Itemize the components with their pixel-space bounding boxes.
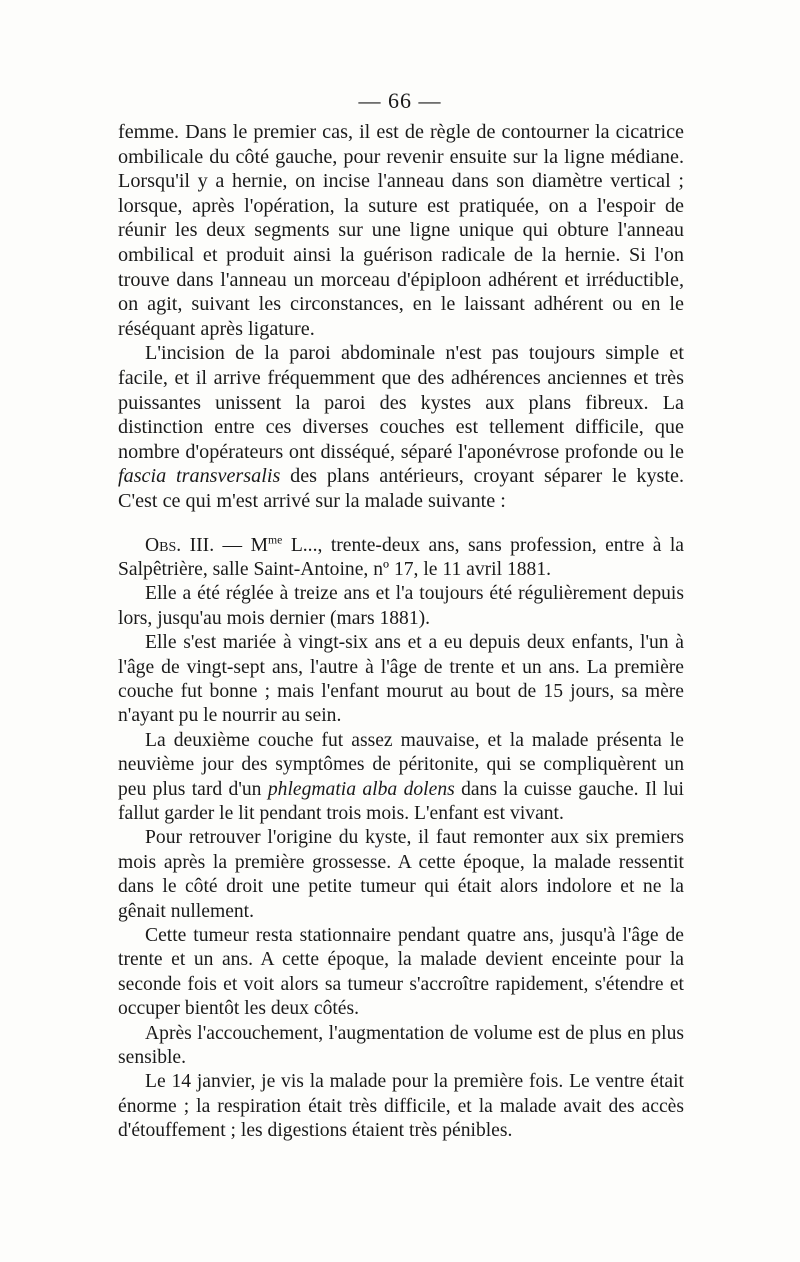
observation-paragraph: Elle a été réglée à treize ans et l'a toujours été régulièrement depuis lors, jusqu'au mois dernier (mars 1881).	[118, 583, 684, 629]
paragraph-surgery-technique: femme. Dans le premier cas, il est de règle de contourner la cicatrice ombilicale du côté gauche, pour revenir ensuite sur la ligne médiane. Lorsqu'il y a hernie, on incise l'anneau dans son diamètre vertical ; lorsque, après l'opération, la suture est pratiquée, on a l'espoir de réunir les deux segments sur une ligne unique qui obture l'anneau ombilical et produit ainsi la guérison radicale de la hernie. Si l'on trouve dans l'anneau un morceau d'épiploon adhérent et irréductible, on agit, suivant les circonstances, en le laissant adhérent ou en le réséquant après ligature.	[118, 121, 684, 340]
complications-text-start: La deuxième couche fut assez mauvaise, et la malade présenta le neuvième jour des symptômes de péritonite, qui se compliquèrent un peu plus tard d'un	[118, 729, 684, 800]
paragraph-incision	[118, 341, 684, 513]
incision-text-end: des plans antérieurs, croyant séparer le kyste. C'est ce qui m'est arrivé sur la malade suivante :	[118, 465, 685, 512]
observation-label: Obs. III.	[145, 534, 215, 556]
observation-paragraph: Elle s'est mariée à vingt-six ans et a eu depuis deux enfants, l'un à l'âge de vingt-sept ans, l'autre à l'âge de trente et un ans. La première couche fut bonne ; mais l'enfant mourut au bout de 15 jours, sa mère n'ayant pu le nourrir au sein.	[118, 632, 684, 727]
observation-section	[118, 534, 684, 1144]
observation-paragraph-complications	[118, 729, 684, 827]
observation-paragraph: Pour retrouver l'origine du kyste, il faut remonter aux six premiers mois après la première grossesse. A cette époque, la malade ressentit dans le côté droit une petite tumeur qui était alors indolore et ne la gênait nullement.	[118, 827, 684, 922]
observation-dash: — M	[214, 534, 269, 556]
phlegmatia-term: phlegmatia alba dolens	[267, 778, 455, 800]
incision-text-start: L'incision de la paroi abdominale n'est pas toujours simple et facile, et il arrive fréquemment que des adhérences anciennes et très puissantes unissent la paroi des kystes aux plans fibreux. La distinction entre ces diverses couches est tellement difficile, que nombre d'opérateurs ont disséqué, séparé l'aponévrose profonde ou le	[118, 342, 684, 463]
observation-header	[118, 534, 684, 583]
observation-paragraph: Cette tumeur resta stationnaire pendant quatre ans, jusqu'à l'âge de trente et un ans. A cette époque, la malade devient enceinte pour la seconde fois et voit alors sa tumeur s'accroître rapidement, s'étendre et occuper bientôt les deux côtés.	[118, 925, 684, 1020]
observation-paragraph: Après l'accouchement, l'augmentation de volume est de plus en plus sensible.	[118, 1022, 684, 1069]
observation-title-sup: me	[268, 532, 283, 546]
page-body	[118, 120, 684, 1144]
complications-text-end: dans la cuisse gauche. Il lui fallut garder le lit pendant trois mois. L'enfant est vivant.	[118, 778, 684, 824]
fascia-term: fascia transversalis	[118, 465, 281, 488]
observation-header-rest: L..., trente-deux ans, sans profession, entre à la Salpêtrière, salle Saint-Antoine, nº 17, le 11 avril 1881.	[118, 534, 684, 580]
observation-paragraph: Le 14 janvier, je vis la malade pour la première fois. Le ventre était énorme ; la respiration était très difficile, et la malade avait des accès d'étouffement ; les digestions étaient très pénibles.	[118, 1071, 684, 1142]
page-number: — 66 —	[358, 88, 442, 113]
